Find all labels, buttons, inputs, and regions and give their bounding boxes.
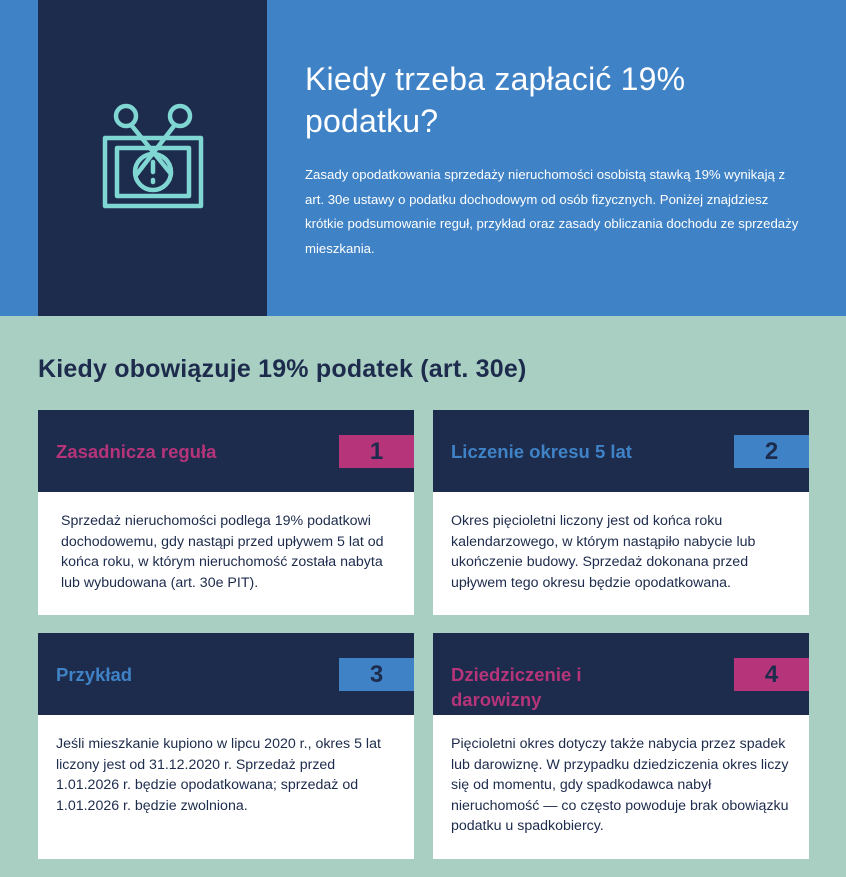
money-scissors-icon <box>95 100 211 210</box>
page-description: Zasady opodatkowania sprzedaży nieruchomości osobistą stawką 19% wynikają z art. 30e ustawy o podatku dochodowym od osób fizycznych. Poniżej znajdziesz krótkie podsumowanie reguł, przykład oraz zasady obliczania dochodu ze sprzedaży mieszkania. <box>305 167 799 256</box>
card-title: Zasadnicza reguła <box>56 441 217 462</box>
card-number-badge: 4 <box>734 658 809 691</box>
card-inheritance <box>433 633 809 859</box>
card-body: Okres pięcioletni liczony jest od końca roku kalendarzowego, w którym nastąpiło nabycie lub ukończenie budowy. Sprzedaż dokonana przed upływem tego okresu będzie opodatkowana. <box>451 513 756 591</box>
card-period <box>433 410 809 615</box>
card-body: Jeśli mieszkanie kupiono w lipcu 2020 r., okres 5 lat liczony jest od 31.12.2020 r. Sprzedaż przed 1.01.2026 r. będzie opodatkowana; sprzedaż od 1.01.2026 r. będzie zwolniona. <box>56 736 381 814</box>
card-title: Przykład <box>56 664 133 685</box>
card-title: Liczenie okresu 5 lat <box>451 441 632 462</box>
card-body: Sprzedaż nieruchomości podlega 19% podatkowi dochodowemu, gdy nastąpi przed upływem 5 lat od końca roku, w którym nieruchomość została nabyta lub wybudowana (art. 30e PIT). <box>61 513 384 591</box>
card-number-badge: 2 <box>734 435 809 468</box>
card-number-badge: 3 <box>339 658 414 691</box>
card-rule <box>38 410 414 615</box>
card-body: Pięcioletni okres dotyczy także nabycia przez spadek lub darowiznę. W przypadku dziedziczenia okres liczy się od momentu, gdy spadkodawca nabył nieruchomość — co często powoduje brak obowiązku podatku u spadkobiercy. <box>451 736 789 835</box>
card-title: Dziedziczenie i darowizny <box>451 664 582 710</box>
card-example <box>38 633 414 859</box>
hero-banner <box>0 0 846 316</box>
page-title: Kiedy trzeba zapłacić 19% podatku? <box>305 61 686 139</box>
section-title: Kiedy obowiązuje 19% podatek (art. 30e) <box>38 355 527 383</box>
card-number-badge: 1 <box>339 435 414 468</box>
